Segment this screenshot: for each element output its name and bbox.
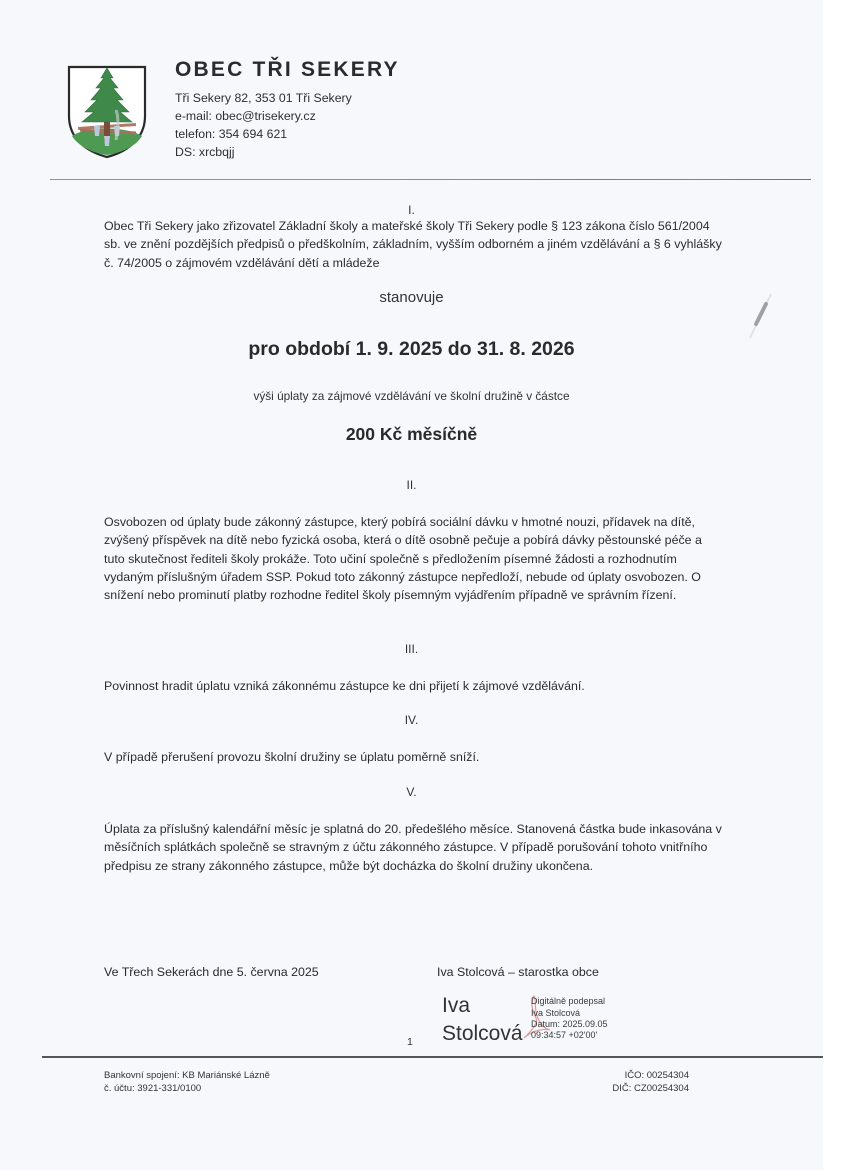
section-numeral-2: II. <box>406 478 417 492</box>
footer-divider <box>42 1056 823 1058</box>
digital-signature-date: Datum: 2025.09.05 <box>531 1019 608 1029</box>
coat-of-arms-icon <box>66 64 148 159</box>
section-1-text: Obec Tři Sekery jako zřizovatel Základní školy a mateřské školy Tři Sekery podle § 123 zákona číslo 561/2004 sb. ve znění pozdějších předpisů o předškolním, základním, vyšším odborném a jiném vzdělávání a § 6 vyhlášky č. 74/2005 o zájmovém vzdělávání dětí a mládeže <box>104 219 722 270</box>
section-4-text: V případě přerušení provozu školní družiny se úplatu poměrně sníží. <box>104 750 480 764</box>
footer-dic: DIČ: CZ00254304 <box>612 1083 689 1094</box>
header-divider <box>50 179 811 180</box>
digital-signature-time: 09:34:57 +02'00' <box>531 1030 598 1040</box>
signature-last-name: Stolcová <box>442 1022 523 1045</box>
org-address: Tři Sekery 82, 353 01 Tři Sekery <box>175 91 352 105</box>
org-ds: DS: xrcbqjj <box>175 145 235 159</box>
place-date: Ve Třech Sekerách dne 5. června 2025 <box>104 965 319 979</box>
section-numeral-4: IV. <box>404 713 419 727</box>
fee-description: výši úplaty za zájmové vzdělávání ve školní družině v částce <box>253 389 570 403</box>
section-3-text: Povinnost hradit úplatu vzniká zákonnému zástupce ke dni přijetí k zájmové vzdělávání. <box>104 679 585 693</box>
section-numeral-3: III. <box>404 642 419 656</box>
footer-bank: Bankovní spojení: KB Mariánské Lázně <box>104 1070 270 1081</box>
signature-first-name: Iva <box>442 994 471 1017</box>
footer-ico: IČO: 00254304 <box>624 1070 689 1081</box>
digital-signature-name: Iva Stolcová <box>531 1008 581 1018</box>
scan-smudge <box>112 108 122 142</box>
section-numeral-5: V. <box>406 785 417 799</box>
section-5-text: Úplata za příslušný kalendářní měsíc je splatná do 20. předešlého měsíce. Stanovená částka bude inkasována v měsíčních splátkách společně se stravným z účtu zákonného zástupce. V případě porušování tohoto vnitřního předpisu ze strany zákonného zástupce, může být docházka do školní družiny ukončena. <box>104 822 722 873</box>
fee-amount: 200 Kč měsíčně <box>345 424 478 444</box>
org-name: OBEC TŘI SEKERY <box>175 58 400 81</box>
period-heading: pro období 1. 9. 2025 do 31. 8. 2026 <box>248 338 575 360</box>
org-phone: telefon: 354 694 621 <box>175 127 288 141</box>
section-2-text: Osvobozen od úplaty bude zákonný zástupce, který pobírá sociální dávku v hmotné nouzi, přídavek na dítě, zvýšený příspěvek na dítě nebo fyzická osoba, která o dítě osobně pečuje a pobírá dávky pěstounské péče a tuto skutečnost řediteli školy prokáže. Toto učiní společně s předložením písemné žádosti a rozhodnutím vydaným příslušným úřadem SSP. Pokud toto zákonný zástupce nepředloží, nebude od úplaty osvobozen. O snížení nebo prominutí platby rozhodne ředitel školy písemným vyjádřením případně ve správním řízení. <box>104 515 702 603</box>
signer-title: Iva Stolcová – starostka obce <box>437 965 599 979</box>
scan-smudge <box>746 290 776 342</box>
digital-signature-label: Digitálně podepsal <box>531 996 606 1006</box>
org-email: e-mail: obec@trisekery.cz <box>175 109 316 123</box>
footer-account: č. účtu: 3921-331/0100 <box>104 1083 202 1094</box>
section-numeral-1: I. <box>408 203 415 217</box>
page-number: 1 <box>407 1036 413 1048</box>
stanovuje-heading: stanovuje <box>379 289 444 306</box>
